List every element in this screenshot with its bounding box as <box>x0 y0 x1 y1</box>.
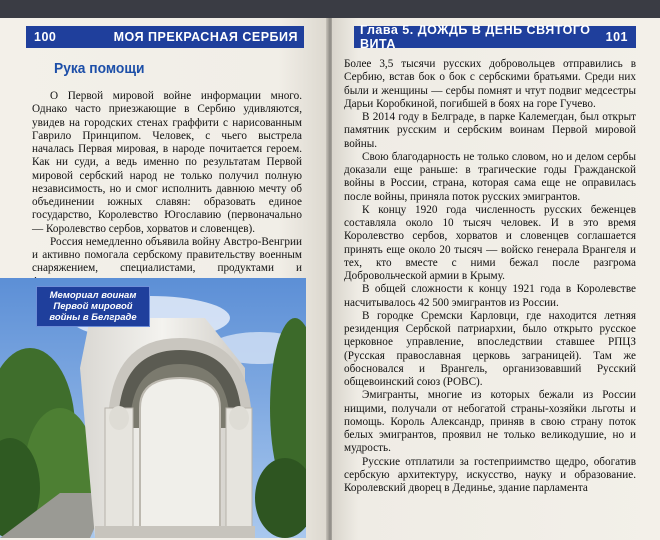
left-paragraph-1: О Первой мировой войне информации много. Однако часто приезжающие в Сербию удивляются, увидев на городских стенах граффити с нарисованным Гаврило Принципом. Человек, с чьего выстрела началась Первая мировая, в народе почитается героем. Как ни суди, а ведь именно по результатам Первой мировой сербский народ не только получил полную независимость, но и смог исполнить давнюю мечту об объединении южных славян: образовать единое государство, Королевство Югославию (первоначально — Королевство сербов, хорватов и словенцев). <box>32 90 302 235</box>
right-page <box>332 18 660 540</box>
right-paragraph-7: Русские отплатили за гостеприимство щедро, обогатив сербскую архитектуру, искусство, науку и образование. Королевский дворец в Дединье, здание парламента <box>344 455 636 494</box>
left-page <box>0 18 328 540</box>
left-page-number: 100 <box>34 30 57 44</box>
photo-caption: Мемориал воинам Первой мировой войны в Белграде <box>36 286 150 327</box>
right-body-text <box>344 58 636 495</box>
left-running-title: МОЯ ПРЕКРАСНАЯ СЕРБИЯ <box>113 30 298 44</box>
right-continued-paragraph: Более 3,5 тысячи русских добровольцев отправились в Сербию, встав бок о бок с сербскими братьями. Среди них были и женщины — сербы помнят и чтут подвиг медсестры Дарьи Коробкиной, погибшей в боях на горе Гучево. <box>344 58 636 110</box>
right-page-number: 101 <box>605 30 628 44</box>
right-header-bar <box>354 23 636 51</box>
right-paragraph-5: В городке Сремски Карловци, где находится летняя резиденция Сербской патриархии, было открыто русское церковное управление, впоследствии ставшее РПЦЗ (Русская православная церковь заграницей). Там же обосновался и Врангель, организовавший Русский общевоинский союз (РОВС). <box>344 309 636 388</box>
section-title: Рука помощи <box>54 60 145 77</box>
left-paragraph-2: Россия немедленно объявила войну Австро-Венгрии и активно помогала сербскому правительству военным снаряжением, специалистами, продуктами и <box>32 235 302 275</box>
right-paragraph-4: В общей сложности к концу 1921 года в Королевстве насчитывалось 42 500 эмигрантов из России. <box>344 283 636 309</box>
right-paragraph-3: К концу 1920 года численность русских беженцев составляла около 10 тысяч человек. И в это время Королевство сербов, хорватов и словенцев соглашается принять еще около 20 тысяч — войско генерала Врангеля и тех, кто вместе с ними бежал после разгрома Добровольческой армии в Крыму. <box>344 203 636 282</box>
right-paragraph-2: Свою благодарность не только словом, но и делом сербы доказали еще раньше: в трагические годы Гражданской войны в России, страна, которая сама еще не оправилась после войны, приняла поток русских эмигрантов. <box>344 150 636 203</box>
left-header-bar <box>26 26 304 48</box>
right-paragraph-6: Эмигранты, многие из которых бежали из России нищими, получали от небогатой страны-хозяйки льготы и помощь. Король Александр, приняв в свою страну поток белых эмигрантов, проявил не только великодушие, но и мудрость. <box>344 389 636 455</box>
right-paragraph-1: В 2014 году в Белграде, в парке Калемегдан, был открыт памятник русским и сербским воинам Первой мировой войны. <box>344 111 636 150</box>
left-body-text <box>32 90 302 289</box>
right-running-title: Глава 5. ДОЖДЬ В ДЕНЬ СВЯТОГО ВИТА <box>360 23 591 51</box>
